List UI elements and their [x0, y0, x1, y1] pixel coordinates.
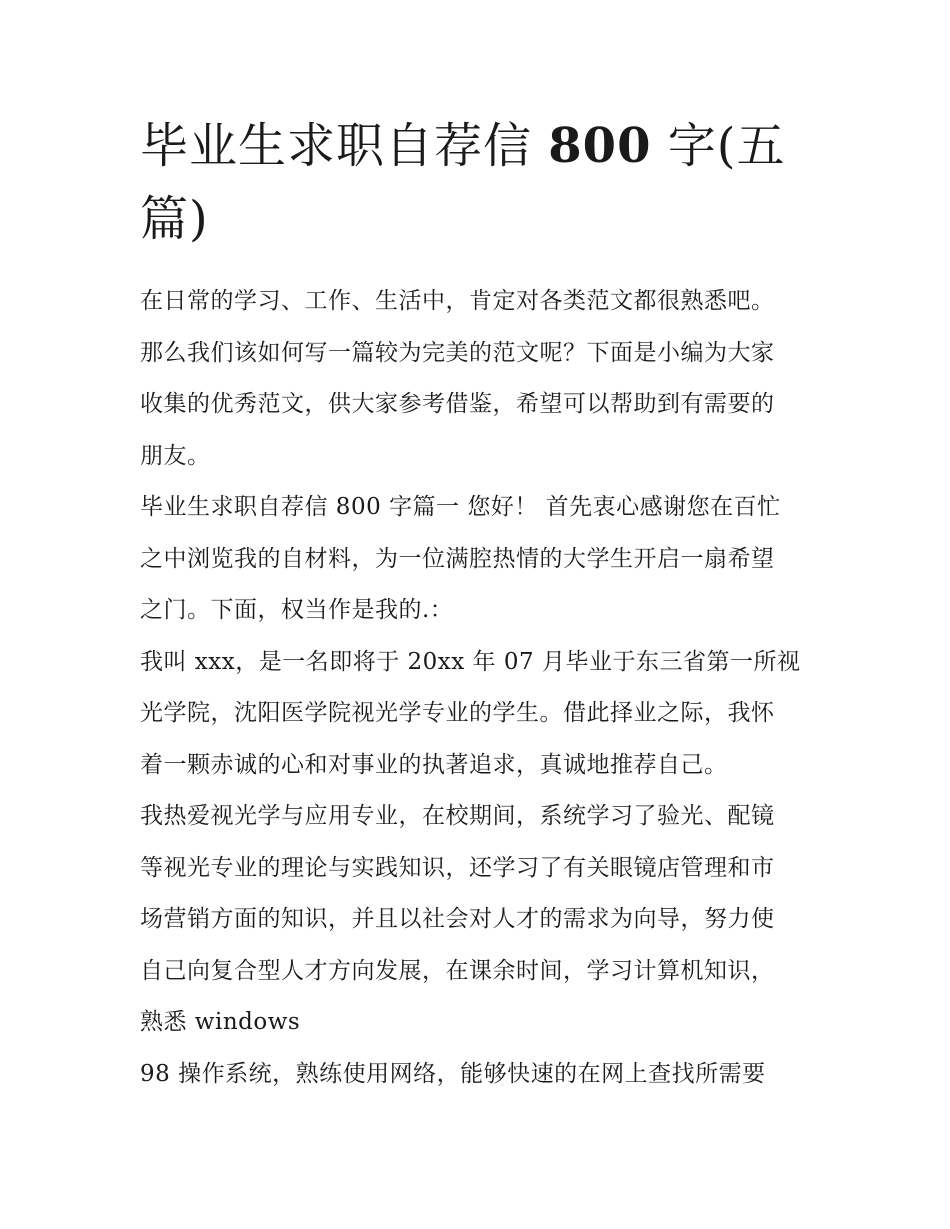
title-line-1: 毕业生求职自荐信 800 字(五: [140, 118, 786, 174]
text-line: 收集的优秀范文，供大家参考借鉴，希望可以帮助到有需要的: [140, 391, 775, 417]
text-line: 我叫 xxx，是一名即将于 20xx 年 07 月毕业于东三省第一所视: [140, 648, 801, 675]
text-line: 自己向复合型人才方向发展，在课余时间，学习计算机知识，: [140, 957, 775, 984]
document-title: [140, 110, 820, 256]
title-line-2: 篇): [140, 191, 209, 247]
intro-paragraph: [140, 276, 820, 482]
text-line: 之门。下面，权当作是我的.：: [140, 597, 454, 623]
text-line: 在日常的学习、工作、生活中，肯定对各类范文都很熟悉吧。: [140, 288, 775, 314]
text-line: 之中浏览我的自材料，为一位满腔热情的大学生开启一扇希望: [140, 545, 775, 572]
text-line: 我热爱视光学与应用专业，在校期间，系统学习了验光、配镜: [140, 803, 775, 829]
computer-skills-paragraph: [140, 1049, 820, 1101]
text-line: 光学院，沈阳医学院视光学专业的学生。借此择业之际，我怀: [140, 700, 775, 726]
text-line: 熟悉 windows: [140, 1009, 301, 1035]
letter-opening-paragraph: [140, 482, 820, 637]
text-line: 等视光专业的理论与实践知识，还学习了有关眼镜店管理和市: [140, 854, 775, 881]
self-introduction-paragraph: [140, 637, 820, 792]
text-line: 那么我们该如何写一篇较为完美的范文呢？下面是小编为大家: [140, 339, 775, 366]
text-line: 着一颗赤诚的心和对事业的执著追求，真诚地推荐自己。: [140, 751, 728, 778]
text-line: 98 操作系统，熟练使用网络，能够快速的在网上查找所需要: [140, 1060, 766, 1087]
text-line: 毕业生求职自荐信 800 字篇一 您好！ 首先衷心感谢您在百忙: [140, 494, 781, 520]
document-page: [140, 110, 820, 1100]
text-line: 场营销方面的知识，并且以社会对人才的需求为向导，努力使: [140, 906, 775, 932]
text-line: 朋友。: [140, 442, 211, 469]
study-experience-paragraph: [140, 791, 820, 1049]
